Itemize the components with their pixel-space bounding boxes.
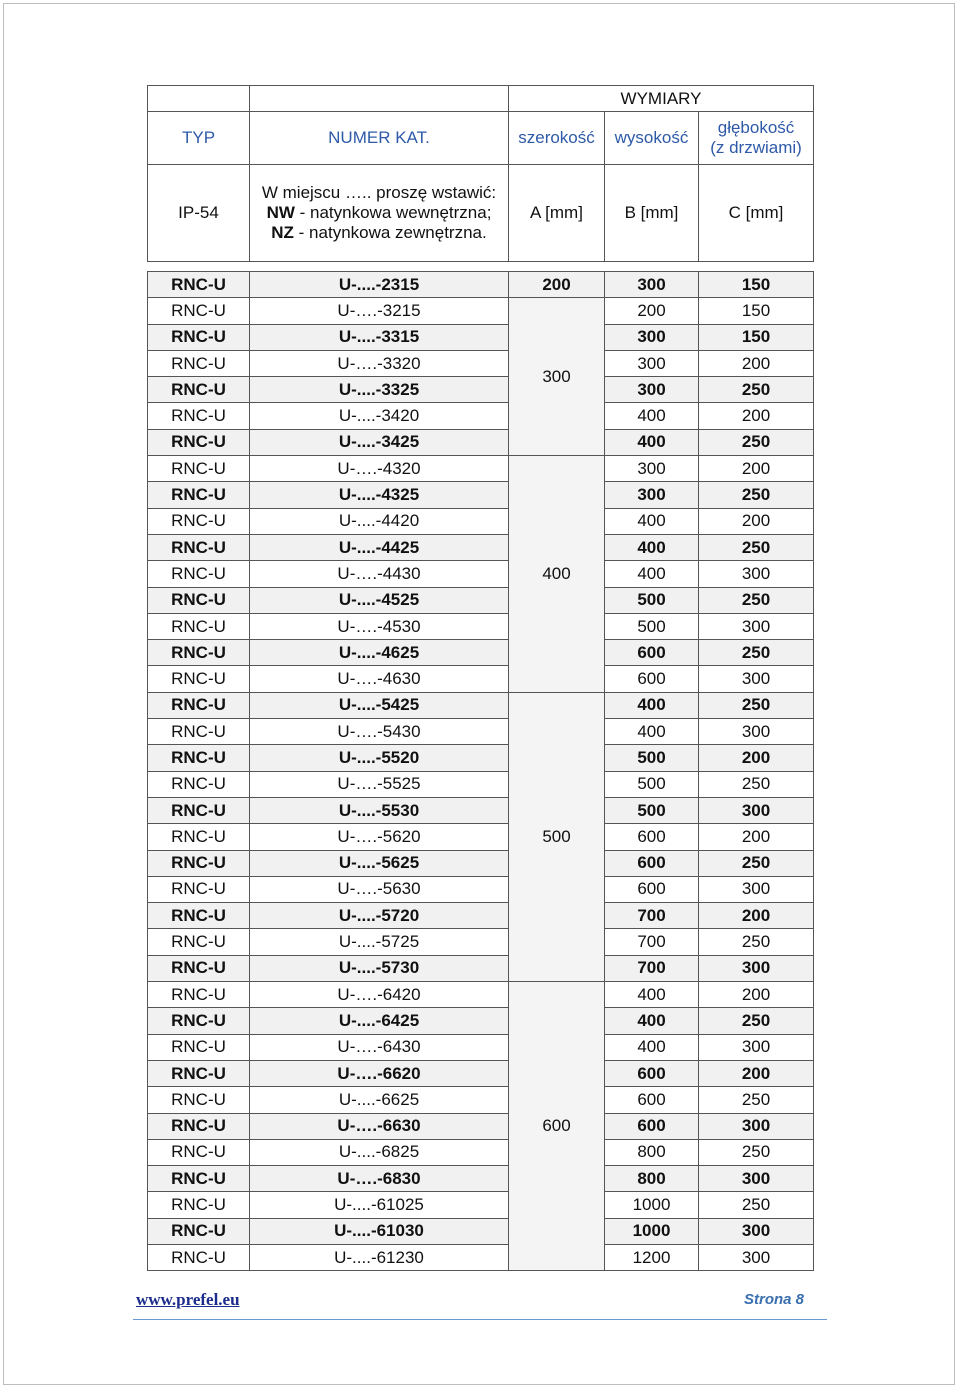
cell-wysokosc-b: 600 [605, 1060, 699, 1086]
cell-numer-kat: U-....-4420 [250, 508, 509, 534]
header-wysokosc: wysokość [605, 112, 699, 165]
cell-numer-kat: U-....-3325 [250, 377, 509, 403]
table-row [148, 534, 814, 560]
footer-website-link[interactable]: www.prefel.eu [136, 1290, 240, 1309]
cell-typ: RNC-U [148, 377, 250, 403]
table-row [148, 1087, 814, 1113]
table-row [148, 1034, 814, 1060]
cell-typ: RNC-U [148, 403, 250, 429]
footer-divider [133, 1319, 827, 1320]
cell-typ: RNC-U [148, 456, 250, 482]
cell-typ: RNC-U [148, 955, 250, 981]
cell-glebokosc-c: 300 [699, 666, 814, 692]
cell-typ: RNC-U [148, 482, 250, 508]
cell-wysokosc-b: 300 [605, 350, 699, 376]
header-numer-kat: NUMER KAT. [250, 112, 509, 165]
cell-typ: RNC-U [148, 1113, 250, 1139]
cell-typ: RNC-U [148, 1034, 250, 1060]
cell-glebokosc-c: 250 [699, 429, 814, 455]
cell-glebokosc-c: 250 [699, 692, 814, 718]
cell-typ: RNC-U [148, 1060, 250, 1086]
cell-typ: RNC-U [148, 324, 250, 350]
cell-numer-kat: U-....-3425 [250, 429, 509, 455]
cell-wysokosc-b: 600 [605, 666, 699, 692]
header-glebokosc [699, 112, 814, 165]
cell-wysokosc-b: 400 [605, 429, 699, 455]
table-row [148, 272, 814, 298]
cell-numer-kat: U-….-5620 [250, 824, 509, 850]
table-row [148, 1244, 814, 1270]
cell-numer-kat: U-….-6630 [250, 1113, 509, 1139]
cell-numer-kat: U-....-5520 [250, 745, 509, 771]
cell-glebokosc-c: 250 [699, 534, 814, 560]
cell-numer-kat: U-….-6830 [250, 1166, 509, 1192]
header-empty-typ [148, 86, 250, 112]
info-nz-desc: - natynkowa zewnętrzna. [293, 223, 487, 242]
cell-wysokosc-b: 300 [605, 324, 699, 350]
header-glebokosc-line1: głębokość [717, 118, 795, 137]
table-row [148, 1166, 814, 1192]
header-separator [148, 262, 814, 272]
cell-numer-kat: U-….-3215 [250, 298, 509, 324]
info-nw-desc: - natynkowa wewnętrzna; [294, 203, 492, 222]
cell-numer-kat: U-....-61230 [250, 1244, 509, 1270]
cell-glebokosc-c: 300 [699, 719, 814, 745]
cell-glebokosc-c: 300 [699, 876, 814, 902]
cell-wysokosc-b: 600 [605, 824, 699, 850]
cell-typ: RNC-U [148, 1244, 250, 1270]
unit-b: B [mm] [605, 165, 699, 262]
cell-typ: RNC-U [148, 561, 250, 587]
table-row [148, 482, 814, 508]
cell-numer-kat: U-....-5625 [250, 850, 509, 876]
cell-szerokosc-a: 300 [509, 298, 605, 456]
cell-typ: RNC-U [148, 876, 250, 902]
cell-numer-kat: U-….-4430 [250, 561, 509, 587]
cell-wysokosc-b: 500 [605, 745, 699, 771]
cell-typ: RNC-U [148, 534, 250, 560]
cell-numer-kat: U-....-5530 [250, 797, 509, 823]
cell-typ: RNC-U [148, 1166, 250, 1192]
dimensions-table [147, 85, 814, 1271]
cell-typ: RNC-U [148, 613, 250, 639]
cell-glebokosc-c: 150 [699, 298, 814, 324]
cell-numer-kat: U-….-4630 [250, 666, 509, 692]
cell-glebokosc-c: 300 [699, 955, 814, 981]
cell-typ: RNC-U [148, 640, 250, 666]
cell-wysokosc-b: 300 [605, 456, 699, 482]
cell-wysokosc-b: 600 [605, 1113, 699, 1139]
cell-typ: RNC-U [148, 508, 250, 534]
cell-typ: RNC-U [148, 1087, 250, 1113]
cell-wysokosc-b: 400 [605, 561, 699, 587]
info-nw-code: NW [266, 203, 295, 222]
table-row [148, 324, 814, 350]
cell-typ: RNC-U [148, 272, 250, 298]
info-nz-code: NZ [271, 223, 294, 242]
cell-wysokosc-b: 1000 [605, 1192, 699, 1218]
cell-numer-kat: U-….-6420 [250, 982, 509, 1008]
table-row [148, 403, 814, 429]
cell-glebokosc-c: 300 [699, 797, 814, 823]
table-row [148, 850, 814, 876]
unit-c: C [mm] [699, 165, 814, 262]
cell-typ: RNC-U [148, 429, 250, 455]
cell-wysokosc-b: 400 [605, 982, 699, 1008]
cell-typ: RNC-U [148, 350, 250, 376]
table-row [148, 1192, 814, 1218]
cell-glebokosc-c: 200 [699, 350, 814, 376]
cell-numer-kat: U-....-4525 [250, 587, 509, 613]
cell-wysokosc-b: 700 [605, 903, 699, 929]
table-row [148, 1008, 814, 1034]
cell-wysokosc-b: 400 [605, 692, 699, 718]
cell-wysokosc-b: 400 [605, 534, 699, 560]
header-typ: TYP [148, 112, 250, 165]
table-row [148, 745, 814, 771]
cell-wysokosc-b: 300 [605, 482, 699, 508]
cell-glebokosc-c: 250 [699, 850, 814, 876]
table-row [148, 955, 814, 981]
cell-typ: RNC-U [148, 719, 250, 745]
info-instructions [250, 165, 509, 262]
cell-glebokosc-c: 300 [699, 1034, 814, 1060]
table-row [148, 640, 814, 666]
cell-glebokosc-c: 200 [699, 403, 814, 429]
cell-typ: RNC-U [148, 298, 250, 324]
info-line2 [250, 203, 508, 223]
table-row [148, 613, 814, 639]
cell-numer-kat: U-....-4425 [250, 534, 509, 560]
cell-wysokosc-b: 800 [605, 1166, 699, 1192]
cell-typ: RNC-U [148, 824, 250, 850]
cell-szerokosc-a: 600 [509, 982, 605, 1271]
cell-numer-kat: U-....-3315 [250, 324, 509, 350]
cell-wysokosc-b: 200 [605, 298, 699, 324]
cell-wysokosc-b: 1000 [605, 1218, 699, 1244]
cell-glebokosc-c: 150 [699, 272, 814, 298]
cell-wysokosc-b: 700 [605, 955, 699, 981]
cell-typ: RNC-U [148, 1139, 250, 1165]
cell-glebokosc-c: 250 [699, 771, 814, 797]
header-wymiary: WYMIARY [509, 86, 814, 112]
cell-wysokosc-b: 500 [605, 797, 699, 823]
cell-numer-kat: U-….-5525 [250, 771, 509, 797]
cell-wysokosc-b: 400 [605, 508, 699, 534]
cell-numer-kat: U-....-61030 [250, 1218, 509, 1244]
cell-typ: RNC-U [148, 850, 250, 876]
cell-glebokosc-c: 200 [699, 903, 814, 929]
cell-glebokosc-c: 300 [699, 561, 814, 587]
cell-typ: RNC-U [148, 903, 250, 929]
header-szerokosc: szerokość [509, 112, 605, 165]
table-row [148, 508, 814, 534]
cell-numer-kat: U-....-61025 [250, 1192, 509, 1218]
cell-glebokosc-c: 250 [699, 1008, 814, 1034]
cell-numer-kat: U-….-5430 [250, 719, 509, 745]
table-row [148, 587, 814, 613]
cell-typ: RNC-U [148, 982, 250, 1008]
cell-glebokosc-c: 250 [699, 1087, 814, 1113]
cell-glebokosc-c: 200 [699, 745, 814, 771]
header-empty-num [250, 86, 509, 112]
cell-wysokosc-b: 500 [605, 613, 699, 639]
cell-glebokosc-c: 250 [699, 640, 814, 666]
cell-glebokosc-c: 300 [699, 1113, 814, 1139]
cell-wysokosc-b: 700 [605, 929, 699, 955]
cell-glebokosc-c: 200 [699, 824, 814, 850]
info-line3 [250, 223, 508, 243]
cell-numer-kat: U-....-6825 [250, 1139, 509, 1165]
header-glebokosc-line2: (z drzwiami) [710, 138, 802, 157]
table-row [148, 1113, 814, 1139]
cell-typ: RNC-U [148, 1218, 250, 1244]
unit-a: A [mm] [509, 165, 605, 262]
cell-numer-kat: U-....-4325 [250, 482, 509, 508]
table-row [148, 377, 814, 403]
cell-glebokosc-c: 300 [699, 1166, 814, 1192]
table-row [148, 903, 814, 929]
cell-glebokosc-c: 250 [699, 1192, 814, 1218]
cell-szerokosc-a: 400 [509, 456, 605, 693]
cell-wysokosc-b: 500 [605, 771, 699, 797]
cell-numer-kat: U-....-6625 [250, 1087, 509, 1113]
cell-wysokosc-b: 1200 [605, 1244, 699, 1270]
cell-glebokosc-c: 200 [699, 508, 814, 534]
cell-numer-kat: U-....-4625 [250, 640, 509, 666]
table-row [148, 456, 814, 482]
cell-wysokosc-b: 400 [605, 1034, 699, 1060]
cell-numer-kat: U-....-5730 [250, 955, 509, 981]
cell-glebokosc-c: 300 [699, 1218, 814, 1244]
cell-wysokosc-b: 600 [605, 1087, 699, 1113]
cell-numer-kat: U-....-5425 [250, 692, 509, 718]
cell-wysokosc-b: 300 [605, 272, 699, 298]
cell-typ: RNC-U [148, 797, 250, 823]
table-row [148, 719, 814, 745]
cell-wysokosc-b: 400 [605, 403, 699, 429]
cell-glebokosc-c: 200 [699, 456, 814, 482]
cell-typ: RNC-U [148, 692, 250, 718]
cell-glebokosc-c: 250 [699, 1139, 814, 1165]
cell-glebokosc-c: 300 [699, 613, 814, 639]
cell-numer-kat: U-….-4530 [250, 613, 509, 639]
cell-wysokosc-b: 800 [605, 1139, 699, 1165]
cell-glebokosc-c: 300 [699, 1244, 814, 1270]
table-row [148, 429, 814, 455]
cell-numer-kat: U-….-6620 [250, 1060, 509, 1086]
cell-szerokosc-a: 500 [509, 692, 605, 981]
cell-typ: RNC-U [148, 1008, 250, 1034]
cell-typ: RNC-U [148, 929, 250, 955]
info-typ: IP-54 [148, 165, 250, 262]
cell-glebokosc-c: 150 [699, 324, 814, 350]
cell-numer-kat: U-….-5630 [250, 876, 509, 902]
cell-numer-kat: U-....-3420 [250, 403, 509, 429]
cell-wysokosc-b: 400 [605, 1008, 699, 1034]
table-row [148, 929, 814, 955]
cell-numer-kat: U-....-5725 [250, 929, 509, 955]
table-row [148, 561, 814, 587]
cell-wysokosc-b: 600 [605, 876, 699, 902]
cell-glebokosc-c: 250 [699, 929, 814, 955]
table-row [148, 824, 814, 850]
cell-numer-kat: U-....-6425 [250, 1008, 509, 1034]
cell-szerokosc-a: 200 [509, 272, 605, 298]
footer-page-number: Strona 8 [743, 1291, 804, 1308]
cell-wysokosc-b: 600 [605, 850, 699, 876]
cell-numer-kat: U-….-4320 [250, 456, 509, 482]
table-row [148, 666, 814, 692]
cell-typ: RNC-U [148, 587, 250, 613]
table-row [148, 982, 814, 1008]
info-line1: W miejscu ….. proszę wstawić: [261, 183, 497, 202]
table-row [148, 876, 814, 902]
cell-typ: RNC-U [148, 771, 250, 797]
cell-wysokosc-b: 300 [605, 377, 699, 403]
cell-glebokosc-c: 250 [699, 377, 814, 403]
table-row [148, 1218, 814, 1244]
table-row [148, 797, 814, 823]
cell-wysokosc-b: 600 [605, 640, 699, 666]
table-row [148, 298, 814, 324]
cell-glebokosc-c: 200 [699, 982, 814, 1008]
cell-wysokosc-b: 400 [605, 719, 699, 745]
table-row [148, 1139, 814, 1165]
table-row [148, 1060, 814, 1086]
cell-glebokosc-c: 200 [699, 1060, 814, 1086]
cell-numer-kat: U-....-5720 [250, 903, 509, 929]
cell-glebokosc-c: 250 [699, 482, 814, 508]
cell-numer-kat: U-….-6430 [250, 1034, 509, 1060]
cell-typ: RNC-U [148, 745, 250, 771]
table-row [148, 350, 814, 376]
cell-numer-kat: U-....-2315 [250, 272, 509, 298]
table-row [148, 692, 814, 718]
table-row [148, 771, 814, 797]
cell-wysokosc-b: 500 [605, 587, 699, 613]
cell-numer-kat: U-….-3320 [250, 350, 509, 376]
cell-glebokosc-c: 250 [699, 587, 814, 613]
cell-typ: RNC-U [148, 666, 250, 692]
cell-typ: RNC-U [148, 1192, 250, 1218]
